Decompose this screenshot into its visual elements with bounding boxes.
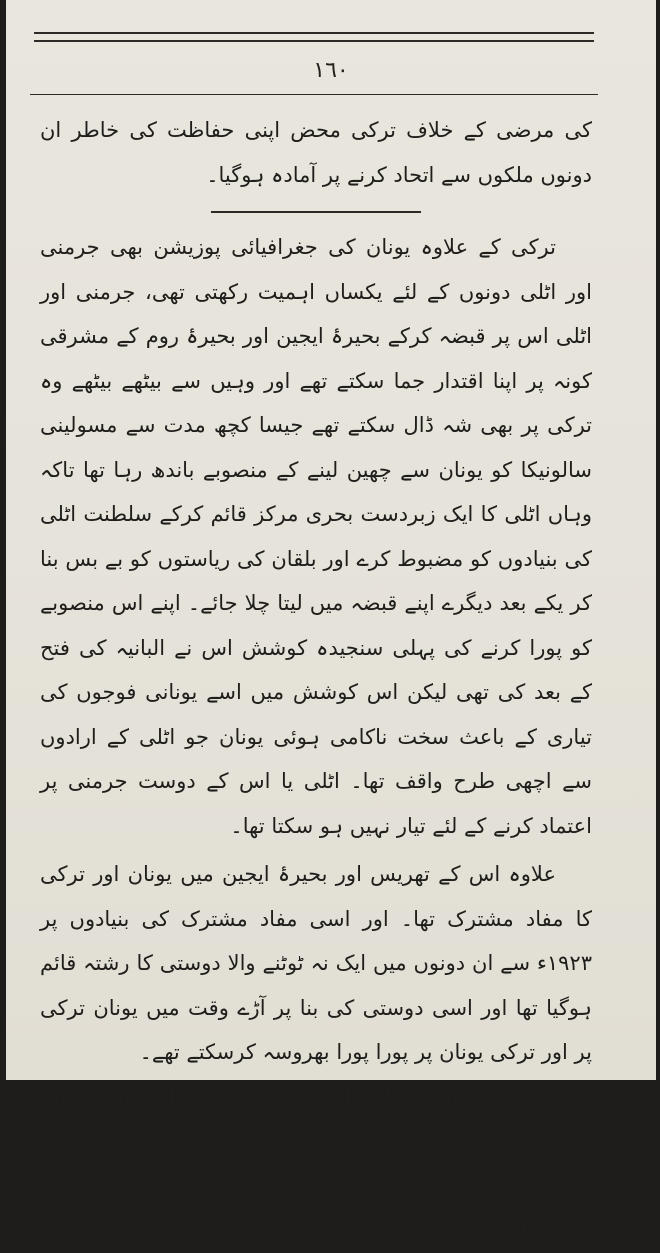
book-page (6, 0, 656, 1242)
paragraph-3: علاوہ اس کے تھریس اور بحیرۂ ایجین میں یونان اور ترکی کا مفاد مشترک تھا۔ اور اسی مفاد مشترک کی بنیادوں پر ١٩٢٣ء سے ان دونوں میں ایک نہ ٹوٹنے والا دوستی کا رشتہ قائم ہوگیا تھا اور اسی دوستی کی بنا پر آڑے وقت میں یونان ترکی پر اور ترکی یونان پر پورا پورا بھروسہ کرسکتے تھے۔ (40, 862, 592, 1064)
paragraph-4: اسی کے ساتھ برطانیہ اور یونان کا بہت پرانا ساتھ تھا اور یونان کو بحیرۂ روم اور مشرق قریب میں برطانیہ کی طاقت پر اعتماد بھی تھا اسلئے جب برطانیہ نے اپریل ١٩٣٩ء میں رومانیہ اور رومانیہ کے ساتھ یونان کی حفاظت کی (40, 1084, 592, 1242)
page-number: ١٦٠ (313, 58, 349, 83)
header-rule-top (34, 32, 594, 34)
header-rule-bottom (30, 94, 598, 95)
paragraph-1: کی مرضی کے خلاف ترکی محض اپنی حفاظت کی خاطر ان دونوں ملکوں سے اتحاد کرنے پر آمادہ ہوگیا۔ (40, 118, 592, 187)
page-body (40, 108, 592, 1253)
header-rule-second (34, 40, 594, 42)
section-divider (211, 211, 421, 213)
paragraph-2: ترکی کے علاوہ یونان کی جغرافیائی پوزیشن بھی جرمنی اور اٹلی دونوں کے لئے یکساں اہمیت رکھتی تھی، جرمنی اور اٹلی اس پر قبضہ کرکے بحیرۂ ایجین اور بحیرۂ روم کے مشرقی کونہ پر اپنا اقتدار جما سکتے تھے اور وہیں سے بیٹھے بیٹھے وہ ترکی پر بھی شہ ڈال سکتے تھے جیسا کچھ مدت سے مسولینی سالونیکا کو یونان سے چھین لینے کے منصوبے باندھ رہا تھا تاکہ وہاں اٹلی کا ایک زبردست بحری مرکز قائم کرکے سلطنت اٹلی کی بنیادوں کو مضبوط کرے اور بلقان کی ریاستوں کو بے بس بنا کر یکے بعد دیگرے اپنے قبضہ میں لیتا چلا جائے۔ اپنے اس منصوبے کو پورا کرنے کی پہلی سنجیدہ کوشش اس نے البانیہ کی فتح کے بعد کی تھی لیکن اس کوشش میں اسے یونانی فوجوں کی تیاری کے باعث سخت ناکامی ہوئی یونان جو اٹلی کے ارادوں سے اچھی طرح واقف تھا۔ اٹلی یا اس کے دوست جرمنی پر اعتماد کرنے کے لئے تیار نہیں ہو سکتا تھا۔ (40, 235, 592, 838)
